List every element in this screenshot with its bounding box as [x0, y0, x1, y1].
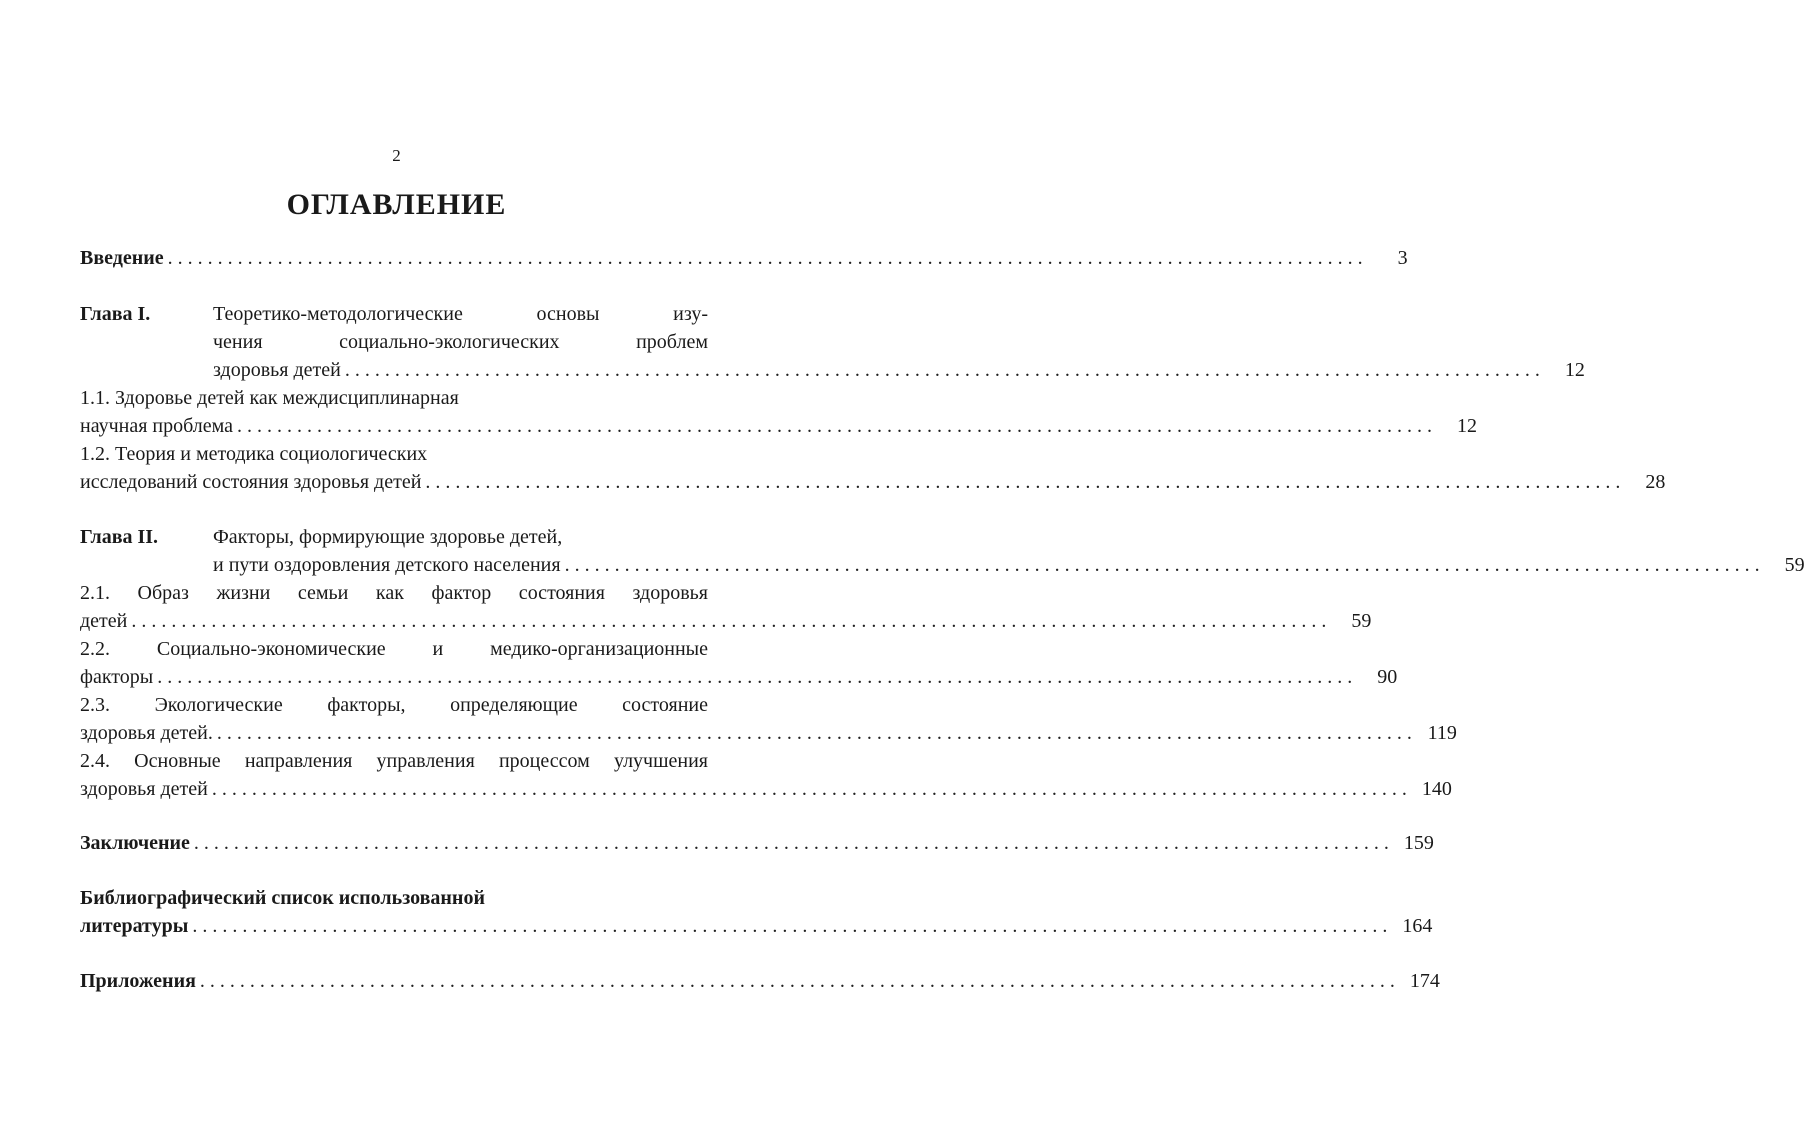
- entry-text-line: 2.1. Образ жизни семьи как фактор состояния здоровья: [80, 582, 708, 604]
- dot-leader: ........................................................................................................................: [131, 610, 1332, 632]
- entry-label: Заключение: [80, 832, 190, 854]
- entry-text-line: здоровья детей.: [80, 722, 213, 744]
- toc-entry-chapter-2[interactable]: [80, 523, 1805, 579]
- entry-text-line: здоровья детей: [80, 778, 208, 800]
- dot-leader: ........................................................................................................................: [192, 915, 1393, 937]
- chapter-title-line: Теоретико-методологические основы изу-: [213, 303, 708, 325]
- entry-label: Введение: [80, 247, 164, 269]
- page-ref: 28: [1645, 471, 1666, 493]
- chapter-label: Глава I.: [80, 303, 151, 325]
- page-ref: 140: [1421, 778, 1452, 800]
- entry-text-line: 1.2. Теория и методика социологических: [80, 443, 428, 465]
- chapter-label: Глава II.: [80, 526, 159, 548]
- toc-entry-section-2-4[interactable]: [80, 747, 1452, 803]
- toc-entry-introduction[interactable]: [80, 244, 1408, 272]
- page-ref: 90: [1377, 666, 1398, 688]
- entry-label: Приложения: [80, 970, 196, 992]
- dot-leader: ........................................................................................................................: [216, 722, 1417, 744]
- page-ref: 159: [1403, 832, 1434, 854]
- toc-entry-bibliography[interactable]: [80, 884, 1433, 940]
- toc-entry-appendix[interactable]: [80, 967, 1440, 995]
- page-ref: 164: [1402, 915, 1433, 937]
- dot-leader: ........................................................................................................................: [425, 471, 1626, 493]
- page-ref: 119: [1427, 722, 1457, 744]
- toc-entry-conclusion[interactable]: [80, 829, 1434, 857]
- chapter-title-line: здоровья детей: [213, 359, 341, 381]
- page-ref: 59: [1784, 554, 1805, 576]
- dot-leader: ........................................................................................................................: [167, 247, 1368, 269]
- dot-leader: ........................................................................................................................: [237, 415, 1438, 437]
- entry-text-line: 2.2. Социально-экономические и медико-организационные: [80, 638, 708, 660]
- toc-entry-chapter-1[interactable]: [80, 300, 1585, 384]
- entry-text-line: 2.3. Экологические факторы, определяющие состояние: [80, 694, 708, 716]
- dot-leader: ........................................................................................................................: [344, 359, 1545, 381]
- entry-text-line: факторы: [80, 666, 154, 688]
- chapter-title-line: Факторы, формирующие здоровье детей,: [213, 526, 563, 548]
- toc-entry-section-2-3[interactable]: [80, 691, 1457, 747]
- page-number: 2: [392, 146, 401, 165]
- entry-text-line: литературы: [80, 915, 189, 937]
- page-ref: 3: [1397, 247, 1408, 269]
- dot-leader: ........................................................................................................................: [564, 554, 1765, 576]
- dot-leader: ........................................................................................................................: [193, 832, 1394, 854]
- chapter-title-line: чения социально-экологических проблем: [213, 331, 708, 353]
- toc-entry-section-1-2[interactable]: [80, 440, 1666, 496]
- entry-text-line: исследований состояния здоровья детей: [80, 471, 422, 493]
- dot-leader: ........................................................................................................................: [157, 666, 1358, 688]
- toc-entry-section-1-1[interactable]: [80, 384, 1478, 440]
- toc-entry-section-2-1[interactable]: [80, 579, 1372, 635]
- dot-leader: ........................................................................................................................: [211, 778, 1412, 800]
- entry-text-line: 2.4. Основные направления управления процессом улучшения: [80, 750, 708, 772]
- toc-title: ОГЛАВЛЕНИЕ: [286, 188, 507, 221]
- page-ref: 12: [1564, 359, 1585, 381]
- chapter-title-line: и пути оздоровления детского населения: [213, 554, 561, 576]
- entry-text-line: 1.1. Здоровье детей как междисциплинарная: [80, 387, 459, 409]
- entry-text-line: научная проблема: [80, 415, 234, 437]
- table-of-contents: [80, 244, 1805, 995]
- toc-entry-section-2-2[interactable]: [80, 635, 1398, 691]
- page-ref: 12: [1457, 415, 1478, 437]
- dot-leader: ........................................................................................................................: [199, 970, 1400, 992]
- entry-text-line: детей: [80, 610, 128, 632]
- page-ref: 174: [1409, 970, 1440, 992]
- page-ref: 59: [1351, 610, 1372, 632]
- entry-text-line: Библиографический список использованной: [80, 887, 485, 909]
